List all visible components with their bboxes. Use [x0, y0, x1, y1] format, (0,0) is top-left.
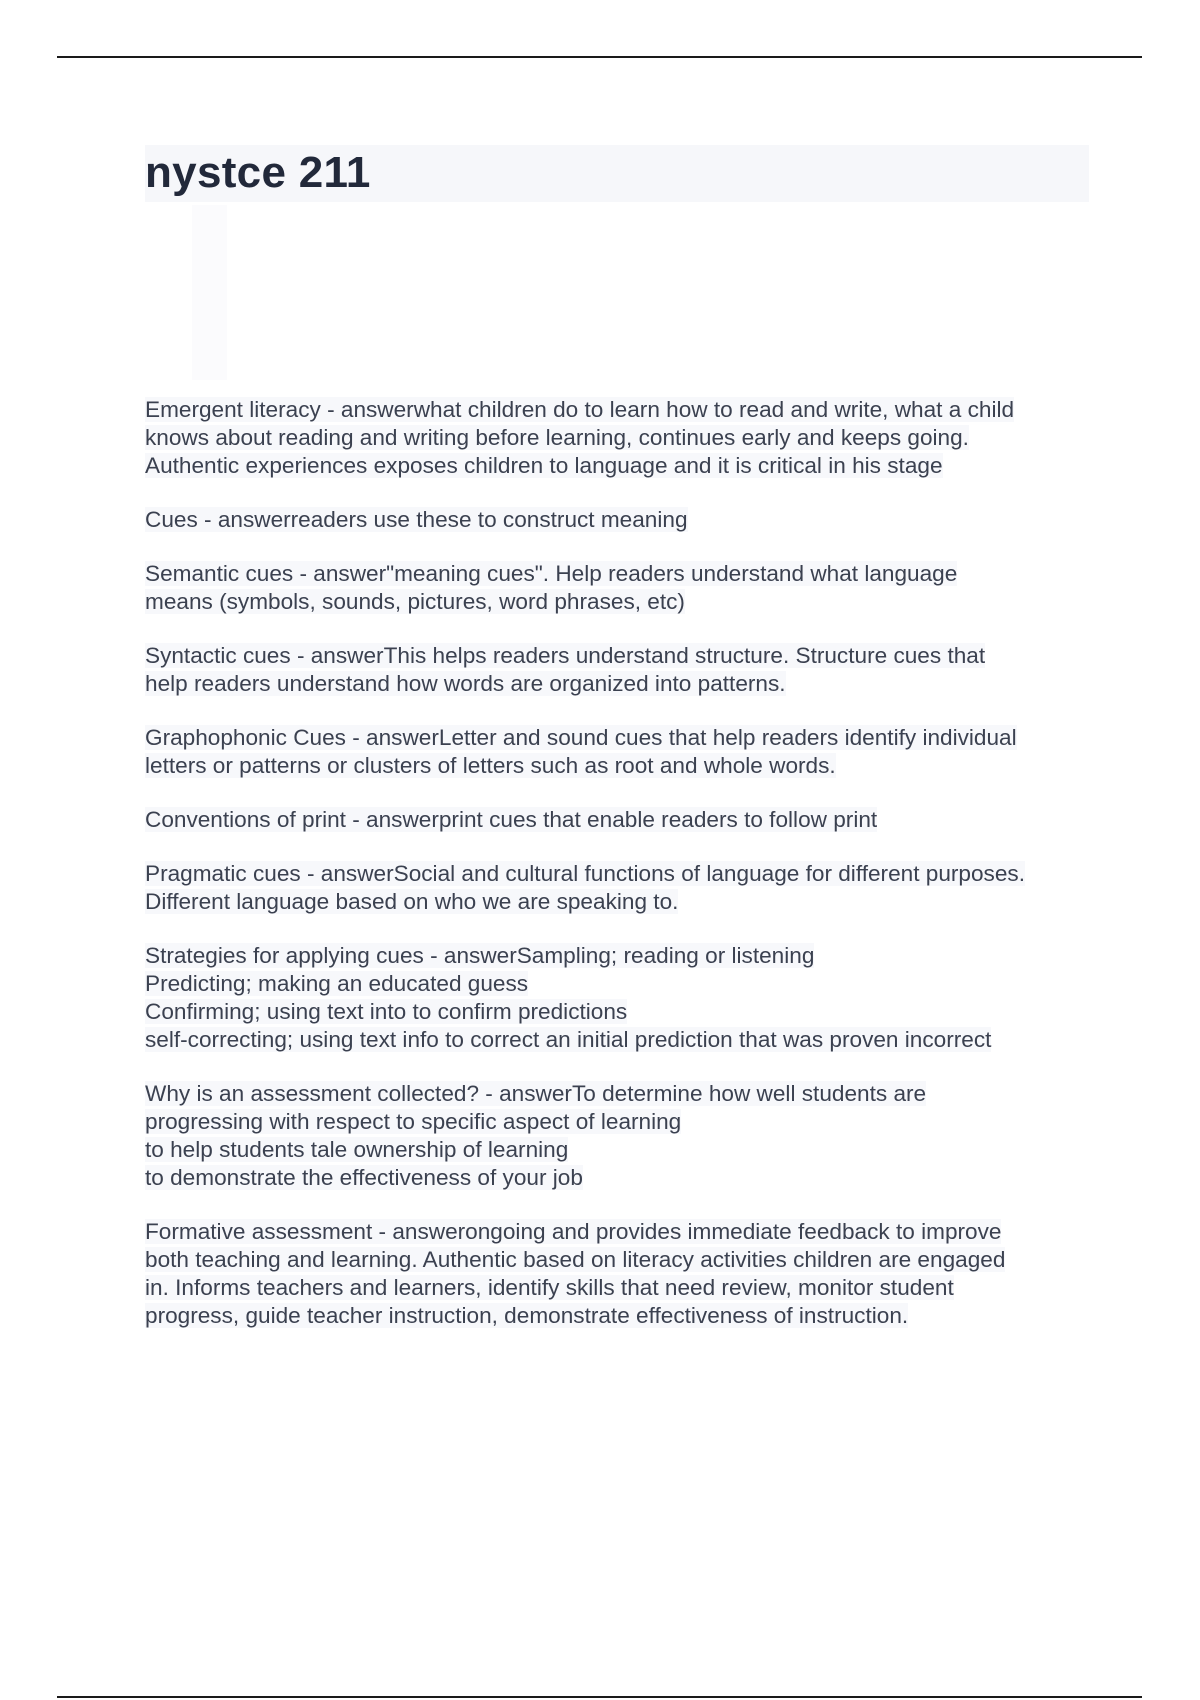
- flashcard-text: Conventions of print - answerprint cues that enable readers to follow print: [145, 807, 878, 832]
- flashcard-text: Syntactic cues - answerThis helps readers understand structure. Structure cues that help readers understand how words are organized into patterns.: [145, 643, 986, 696]
- flashcard-item: [145, 506, 1095, 534]
- flashcard-text: Cues - answerreaders use these to construct meaning: [145, 507, 688, 532]
- flashcard-text: Pragmatic cues - answerSocial and cultural functions of language for different purposes. Different language based on who we are speaking to.: [145, 861, 1025, 914]
- flashcard-text: Semantic cues - answer"meaning cues". Help readers understand what language means (symbols, sounds, pictures, word phrases, etc): [145, 561, 958, 614]
- flashcard-item: [145, 642, 1095, 698]
- flashcard-item: [145, 560, 1095, 616]
- page-title: nystce 211: [145, 148, 371, 197]
- flashcard-list: [145, 396, 1095, 1356]
- flashcard-text: Why is an assessment collected? - answerTo determine how well students are progressing with respect to specific aspect of learning to help students tale ownership of learning to demonstrate the effectiveness of your job: [145, 1081, 927, 1190]
- flashcard-item: [145, 724, 1095, 780]
- flashcard-item: [145, 806, 1095, 834]
- bottom-rule: [57, 1696, 1142, 1698]
- flashcard-item: [145, 1080, 1095, 1192]
- faint-background-strip: [192, 205, 227, 380]
- flashcard-text: Graphophonic Cues - answerLetter and sound cues that help readers identify individual letters or patterns or clusters of letters such as root and whole words.: [145, 725, 1017, 778]
- flashcard-text: Formative assessment - answerongoing and provides immediate feedback to improve both teaching and learning. Authentic based on literacy activities children are engaged in. Informs teachers and learners, identify skills that need review, monitor student progress, guide teacher instruction, demonstrate effectiveness of instruction.: [145, 1219, 1006, 1328]
- flashcard-text: Emergent literacy - answerwhat children do to learn how to read and write, what a child knows about reading and writing before learning, continues early and keeps going. Authentic experiences exposes children to language and it is critical in his stage: [145, 397, 1015, 478]
- flashcard-item: [145, 1218, 1095, 1330]
- flashcard-item: [145, 942, 1095, 1054]
- flashcard-item: [145, 860, 1095, 916]
- flashcard-text: Strategies for applying cues - answerSampling; reading or listening Predicting; making an educated guess Confirming; using text into to confirm predictions self-correcting; using text info to correct an initial prediction that was proven incorrect: [145, 943, 992, 1052]
- top-rule: [57, 56, 1142, 58]
- flashcard-item: [145, 396, 1095, 480]
